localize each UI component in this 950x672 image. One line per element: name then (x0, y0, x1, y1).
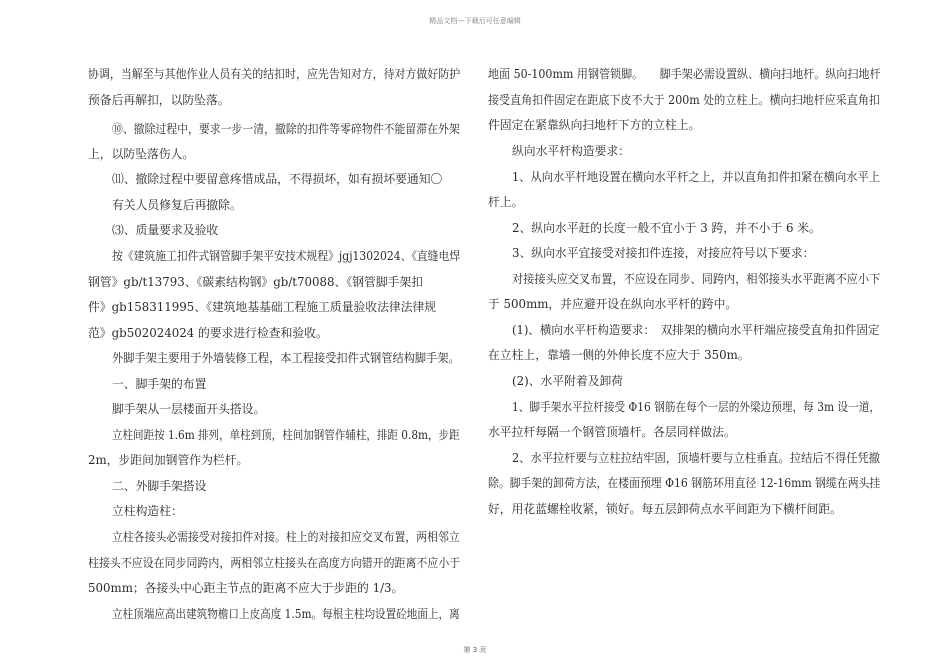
text-line: 除。脚手架的卸荷方法，在楼面预埋 Φ16 钢筋环用直径 12-16mm 钢缆在两头挂 (488, 476, 881, 490)
text-line: 预备后再解扣，以防坠落。 (88, 93, 230, 107)
text-line: 按《建筑施工扣件式钢管脚手架平安技术规程》jgj1302024、《直缝电焊 (112, 249, 461, 263)
text-line: 1、从向水平杆地设置在横向水平杆之上，并以直角扣件扣紧在横向水平上 (512, 170, 881, 184)
text-line: 柱接头不应设在同步同跨内，两相邻立柱接头在高度方向错开的距离不应小于 (88, 556, 461, 570)
text-line: 接受直角扣件固定在距底下皮不大于 200m 处的立柱上。横向扫地杆应采直角扣 (488, 93, 880, 107)
text-line: 在立柱上，靠墙一侧的外伸长度不应大于 350m。 (488, 348, 750, 362)
text-line: 1、脚手架水平拉杆接受 Φ16 钢筋在每个一层的外梁边预埋，每 3m 设一道， (512, 400, 881, 414)
text-line: 外脚手架主要用于外墙装修工程，本工程接受扣件式钢管结构脚手架。 (112, 351, 460, 365)
text-line: 对接接头应交叉布置，不应设在同步、同跨内，相邻接头水平距离不应小下 (512, 272, 881, 286)
text-line: 脚手架从一层楼面开头搭设。 (112, 402, 266, 416)
text-line: 立柱顶端应高出建筑物檐口上皮高度 1.5m。每根主柱均设置砼地面上，离 (112, 607, 460, 621)
page-header: 精品文档---下载后可任意编辑 (429, 17, 521, 25)
text-line: ⑾、撤除过程中要留意疼惜成品，不得损坏，如有损坏要通知〇 (112, 172, 443, 186)
text-line: 3、纵向水平宜接受对接扣件连接，对接应符号以下要求： (512, 246, 815, 260)
text-line: 范》gb502024024 的要求进行检查和验收。 (88, 326, 328, 340)
text-line: (2)、水平附着及卸荷 (512, 374, 624, 388)
text-line: 二、外脚手架搭设 (112, 479, 207, 493)
text-line: 2m，步距间加钢管作为栏杆。 (88, 453, 249, 467)
text-line: 立柱各接头必需接受对接扣件对接。柱上的对接扣应交叉布置，两相邻立 (112, 530, 460, 544)
text-line: 协调，当解至与其他作业人员有关的结扣时，应先告知对方，待对方做好防护 (88, 67, 461, 81)
text-line: 纵向水平杆构造要求： (512, 144, 630, 158)
text-line: 立柱间距按 1.6m 排列，单柱到顶，柱间加钢管作辅柱，排距 0.8m，步距 (112, 428, 460, 442)
text-line: (1)、横向水平杆构造要求： 双排架的横向水平杆端应接受直角扣件固定 (512, 323, 880, 337)
text-line: 好，用花蓝螺栓收紧，锁好。每五层卸荷点水平间距为下横杆间距。 (488, 502, 842, 516)
text-line: 立柱构造柱： (112, 504, 183, 518)
text-line: 于 500mm，并应避开设在纵向水平杆的跨中。 (488, 297, 738, 311)
text-line: 有关人员修复后再撤除。 (112, 198, 242, 212)
text-line: 钢管》gb/t13793、《碳素结构钢》gb/t70088、《钢管脚手架扣 (88, 275, 424, 289)
text-line: 2、水平拉杆要与立柱拉结牢固，顶墙杆要与立柱垂直。拉结后不得任凭撤 (512, 451, 881, 465)
text-line: 地面 50-100mm 用钢管锁脚。 脚手架必需设置纵、横向扫地杆。纵向扫地杆 (488, 67, 881, 81)
page-number: 第 3 页 (463, 646, 487, 654)
text-line: 件》gb158311995、《建筑地基基础工程施工质量验收法律法律规 (88, 300, 437, 314)
text-line: 一、脚手架的布置 (112, 377, 207, 391)
text-line: 500mm；各接头中心距主节点的距离不应大于步距的 1/3。 (88, 581, 404, 595)
text-line: 2、纵向水平赶的长度一般不宜小于 3 跨，并不小于 6 米。 (512, 221, 821, 235)
text-line: ⑶、质量要求及验收 (112, 223, 219, 237)
text-line: 上，以防坠落伤人。 (88, 147, 195, 161)
text-line: ⑩、撤除过程中，要求一步一清，撤除的扣件等零碎物件不能留滞在外架 (112, 122, 460, 136)
text-line: 件固定在紧靠纵向扫地杆下方的立柱上。 (488, 118, 701, 132)
text-line: 杆上。 (488, 195, 524, 209)
text-line: 水平拉杆每隔一个钢管顶墙杆。各层同样做法。 (488, 425, 736, 439)
